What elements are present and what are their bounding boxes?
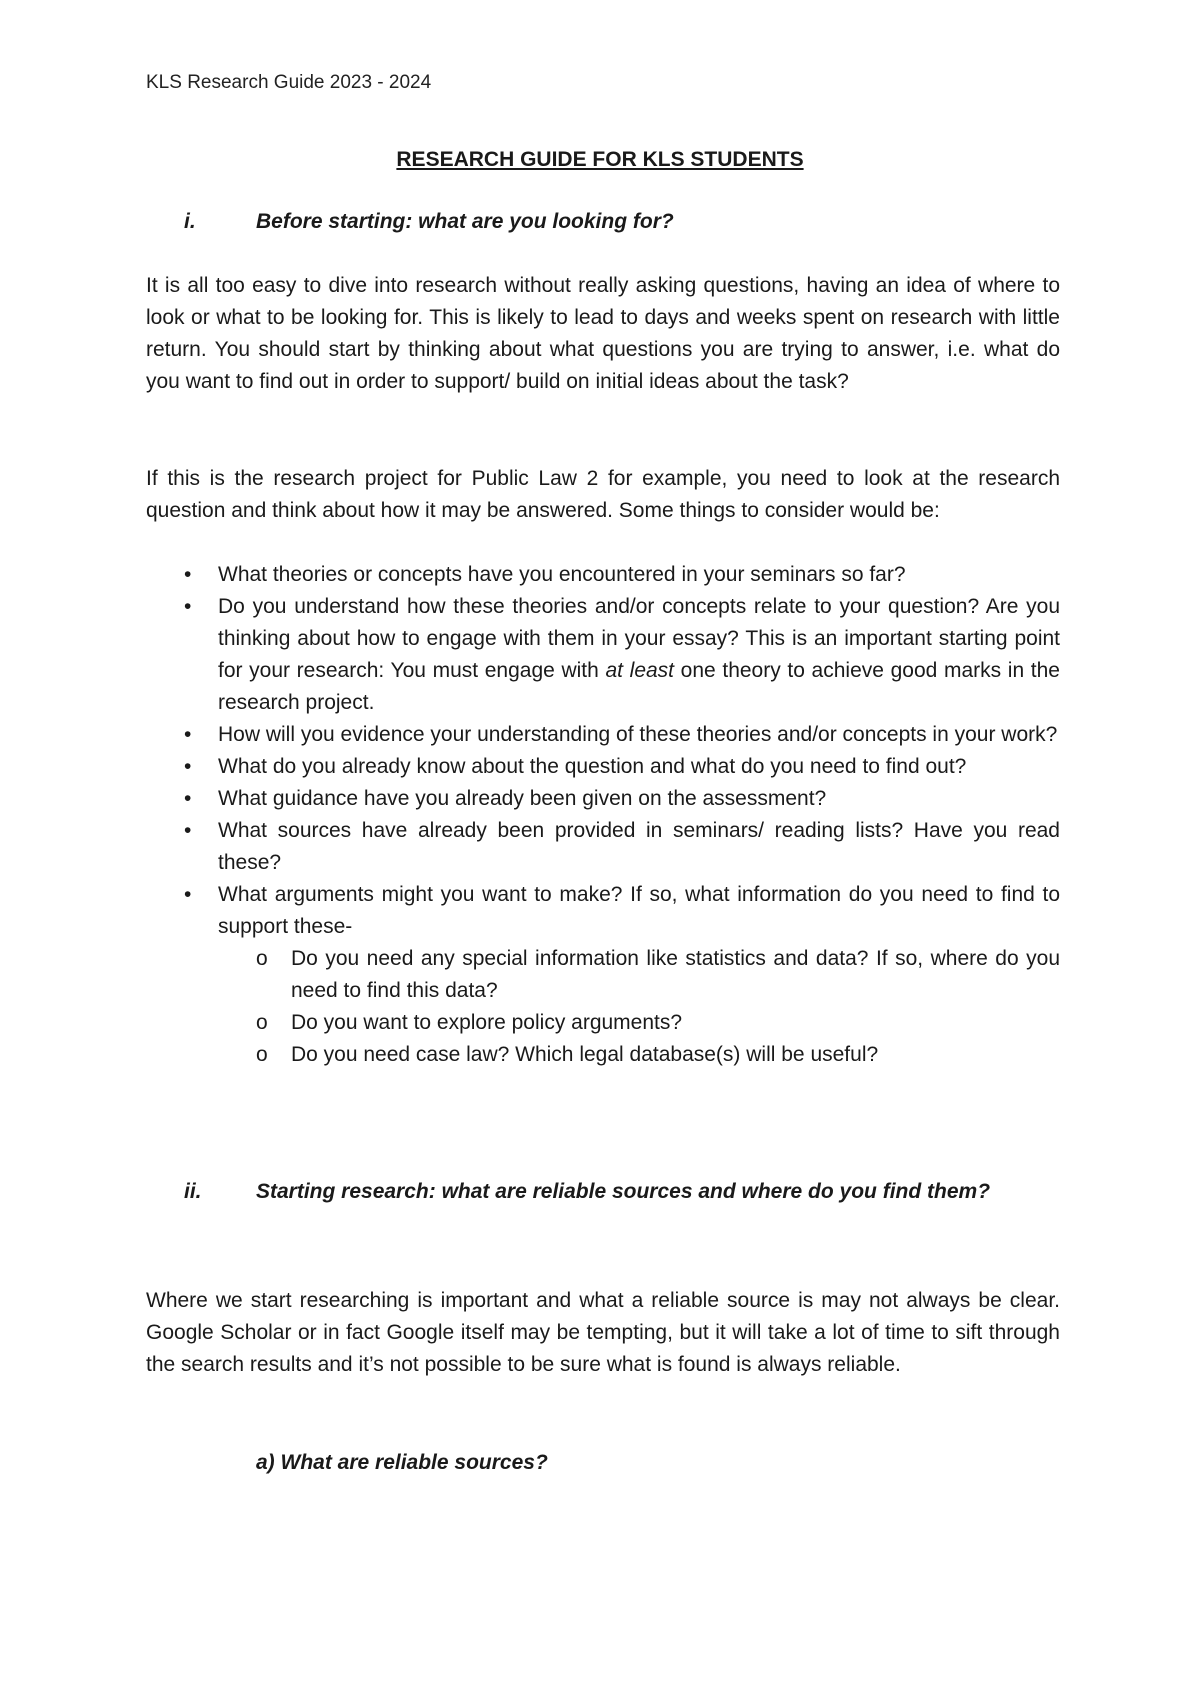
bullet-marker: • — [184, 595, 192, 618]
list-item — [146, 719, 1060, 751]
list-item — [146, 815, 1060, 879]
bullet-marker: • — [184, 819, 192, 842]
list-item-text: What do you already know about the question and what do you need to find out? — [218, 755, 967, 778]
sub-list-item — [218, 1007, 1060, 1039]
page-header: KLS Research Guide 2023 - 2024 — [146, 72, 432, 93]
sub-list — [218, 943, 1060, 1071]
sub-list-item-text: Do you need any special information like statistics and data? If so, where do you need to find this data? — [291, 947, 1060, 1002]
bullet-marker: • — [184, 723, 192, 746]
section-heading-text-1: Before starting: what are you looking for? — [256, 210, 674, 233]
section-number-1: i. — [184, 210, 196, 233]
subsection-heading-a: a) What are reliable sources? — [256, 1451, 548, 1474]
list-item-text: What theories or concepts have you encountered in your seminars so far? — [218, 563, 906, 586]
list-item — [146, 559, 1060, 591]
section-heading-1 — [146, 206, 1060, 238]
considerations-list — [146, 559, 1060, 1071]
list-item-text: How will you evidence your understanding of these theories and/or concepts in your work? — [218, 723, 1058, 746]
list-item-text: What arguments might you want to make? If so, what information do you need to find to support these- — [218, 883, 1060, 938]
emphasis-text: at least — [605, 659, 675, 682]
document-title: RESEARCH GUIDE FOR KLS STUDENTS — [396, 148, 804, 171]
bullet-marker: • — [184, 563, 192, 586]
sub-bullet-marker: o — [256, 1011, 268, 1034]
sub-bullet-marker: o — [256, 947, 268, 970]
sub-bullet-marker: o — [256, 1043, 268, 1066]
paragraph-example: If this is the research project for Public Law 2 for example, you need to look at the research question and think about how it may be answered. Some things to consider would be: — [146, 467, 1060, 522]
list-item-text: What sources have already been provided in seminars/ reading lists? Have you read these? — [218, 819, 1060, 874]
section-heading-text-2: Starting research: what are reliable sources and where do you find them? — [256, 1180, 991, 1203]
sub-list-item-text: Do you want to explore policy arguments? — [291, 1011, 683, 1034]
list-item — [146, 751, 1060, 783]
bullet-marker: • — [184, 755, 192, 778]
section-heading-2 — [146, 1176, 1060, 1208]
list-item — [146, 591, 1060, 719]
section-number-2: ii. — [184, 1180, 202, 1203]
list-item — [146, 783, 1060, 815]
bullet-marker: • — [184, 883, 192, 906]
paragraph-reliable-sources: Where we start researching is important and what a reliable source is may not always be clear. Google Scholar or in fact Google itself may be tempting, but it will take a lot of time to sift through the search results and it’s not possible to be sure what is found is always reliable. — [146, 1289, 1060, 1376]
list-item — [146, 879, 1060, 1071]
list-item-text: Do you understand how these theories and/or concepts relate to your question? Are you thinking about how to engage with them in your essay? This is an important starting point for your research: You must engage with — [218, 595, 1060, 682]
paragraph-intro: It is all too easy to dive into research without really asking questions, having an idea of where to look or what to be looking for. This is likely to lead to days and weeks spent on research with little return. You should start by thinking about what questions you are trying to answer, i.e. what do you want to find out in order to support/ build on initial ideas about the task? — [146, 274, 1060, 393]
sub-list-item-text: Do you need case law? Which legal database(s) will be useful? — [291, 1043, 879, 1066]
sub-list-item — [218, 1039, 1060, 1071]
sub-list-item — [218, 943, 1060, 1007]
list-item-text-end: one theory to achieve good marks in the research project. — [218, 659, 1060, 714]
bullet-marker: • — [184, 787, 192, 810]
list-item-text: What guidance have you already been given on the assessment? — [218, 787, 827, 810]
